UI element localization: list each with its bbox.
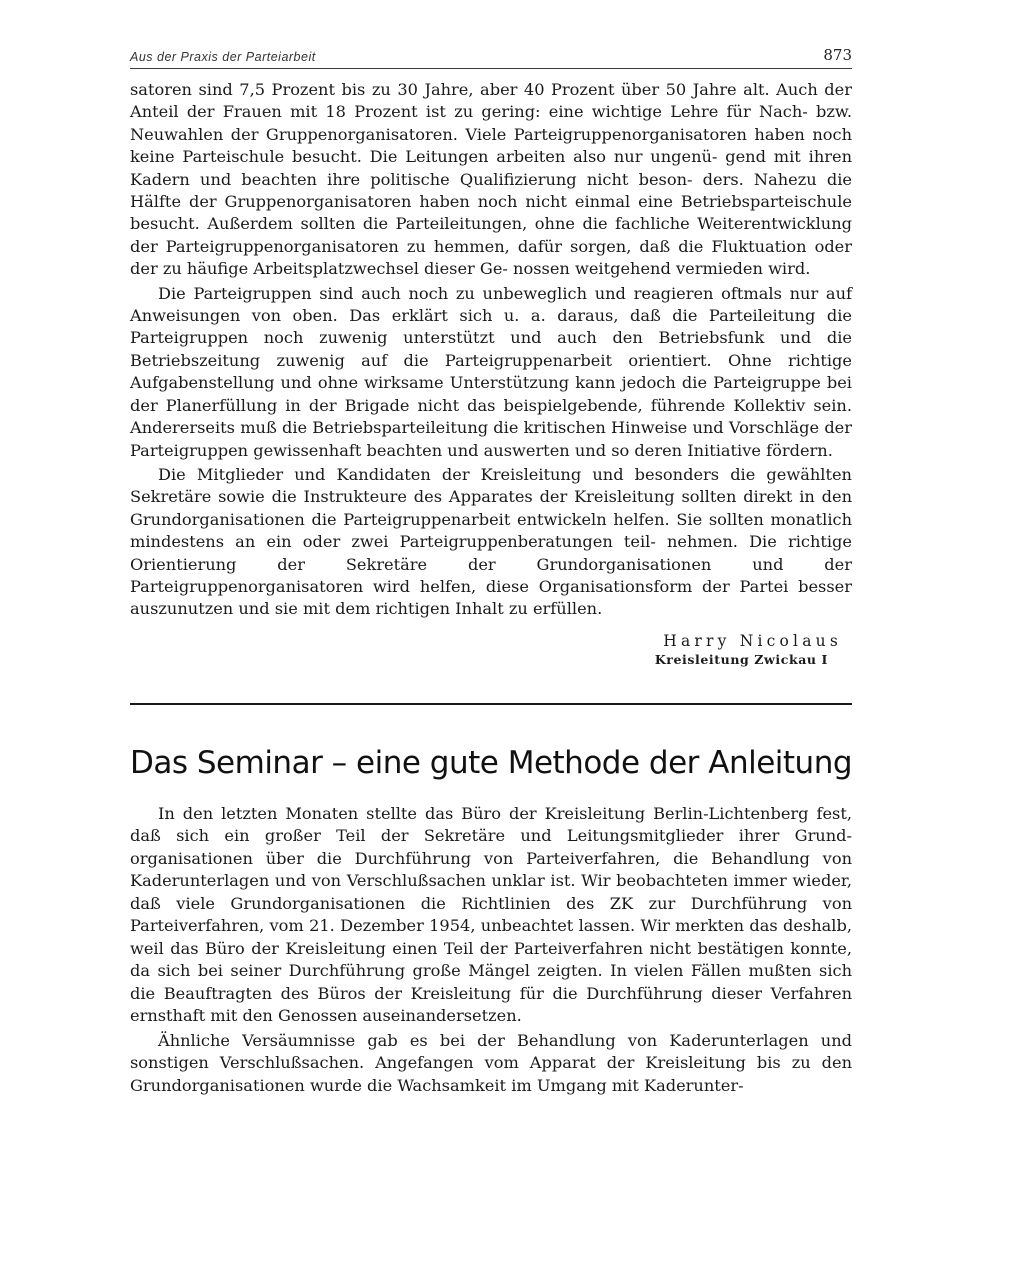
article-continuation <box>130 79 852 669</box>
author-name: Harry Nicolaus <box>663 631 842 650</box>
paragraph: Die Parteigruppen sind auch noch zu unbeweglich und reagieren oftmals nur auf Anweisungen von oben. Das erklärt sich u. a. daraus, daß die Parteileitung die Parteigruppen noch zuwenig unterstützt und auch den Betriebsfunk und die Betriebszeitung zuwenig auf die Parteigruppenarbeit orientiert. Ohne richtige Aufgabenstellung und ohne wirksame Unterstützung kann jedoch die Parteigruppe bei der Planerfüllung in der Brigade nicht das beispielgebende, führende Kollektiv sein. Andererseits muß die Betriebsparteileitung die kritischen Hinweise und Vorschläge der Parteigruppen gewissenhaft beachten und auswerten und so deren Initiative fördern. <box>130 283 852 460</box>
paragraph: In den letzten Monaten stellte das Büro der Kreisleitung Berlin-Lichtenberg fest, daß sich ein großer Teil der Sekretäre und Leitungsmitglieder ihrer Grund- organisationen über die Durchführung von Parteiverfahren, die Behandlung von Kaderunterlagen und von Verschlußsachen unklar ist. Wir beobachteten immer wieder, daß viele Grundorganisationen die Richtlinien des ZK zur Durchführung von Parteiverfahren, vom 21. Dezember 1954, unbeachtet lassen. Wir merkten das deshalb, weil das Büro der Kreisleitung einen Teil der Parteiverfahren nicht bestätigen konnte, da sich bei seiner Durchführung große Mängel zeigten. In vielen Fällen mußten sich die Beauftragten des Büros der Kreisleitung für die Durchführung dieser Verfahren ernsthaft mit den Genossen auseinandersetzen. <box>130 803 852 1026</box>
author-affiliation: Kreisleitung Zwickau I <box>654 651 828 667</box>
paragraph: satoren sind 7,5 Prozent bis zu 30 Jahre, aber 40 Prozent über 50 Jahre alt. Auch der Anteil der Frauen mit 18 Prozent ist zu gering: eine wichtige Lehre für Nach- bzw. Neuwahlen der Gruppenorganisatoren. Viele Parteigruppenorganisatoren haben noch keine Parteischule besucht. Die Leitungen arbeiten also nur ungenü- gend mit ihren Kadern und beachten ihre politische Qualifizierung nicht beson- ders. Nahezu die Hälfte der Gruppenorganisatoren haben noch nicht einmal eine Betriebsparteischule besucht. Außerdem sollten die Parteileitungen, ohne die fachliche Weiterentwicklung der Parteigruppenorganisatoren zu hemmen, dafür sorgen, daß die Fluktuation oder der zu häufige Arbeitsplatzwechsel dieser Ge- nossen weitgehend vermieden wird. <box>130 80 852 279</box>
page-number: 873 <box>823 46 852 64</box>
article-body <box>130 803 852 1098</box>
section-divider <box>130 703 852 705</box>
paragraph: Ähnliche Versäumnisse gab es bei der Behandlung von Kaderunterlagen und sonstigen Verschlußsachen. Angefangen vom Apparat der Kreisleitung bis zu den Grundorganisationen wurde die Wachsamkeit im Umgang mit Kaderunter- <box>130 1030 852 1095</box>
author-signature <box>130 631 852 669</box>
paragraph: Die Mitglieder und Kandidaten der Kreisleitung und besonders die gewählten Sekretäre sowie die Instrukteure des Apparates der Kreisleitung sollten direkt in den Grundorganisationen die Parteigruppenarbeit entwickeln helfen. Sie sollten monatlich mindestens an ein oder zwei Parteigruppenberatungen teil- nehmen. Die richtige Orientierung der Sekretäre der Grundorganisationen und der Parteigruppenorganisatoren wird helfen, diese Organisationsform der Partei besser auszunutzen und sie mit dem richtigen Inhalt zu erfüllen. <box>130 464 852 619</box>
running-title: Aus der Praxis der Parteiarbeit <box>130 50 316 64</box>
page <box>130 42 852 1097</box>
running-header <box>130 42 852 69</box>
article-title: Das Seminar – eine gute Methode der Anleitung <box>130 744 853 781</box>
